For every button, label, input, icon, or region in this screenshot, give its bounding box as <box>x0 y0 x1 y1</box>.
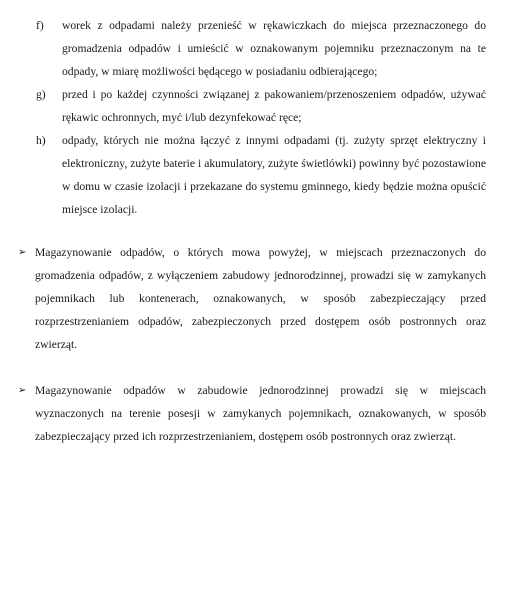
list-item-text: przed i po każdej czynności związanej z pakowaniem/przenoszeniem odpadów, używać rękawic ochronnych, myć i/lub dezynfekować ręce; <box>62 88 486 124</box>
arrow-bullet-icon: ➢ <box>18 247 27 258</box>
bullet-paragraph-collective-storage <box>18 241 486 356</box>
arrow-bullet-icon: ➢ <box>18 385 27 396</box>
list-item-f <box>36 14 486 83</box>
list-item-g <box>36 83 486 129</box>
bullet-paragraph-single-family <box>18 379 486 448</box>
list-marker: h) <box>36 134 46 147</box>
bullet-paragraph-text: Magazynowanie odpadów w zabudowie jednorodzinnej prowadzi się w miejscach wyznaczonych na terenie posesji w zamykanych pojemnikach, oznakowanych, w sposób zabezpieczający przed ich rozprzestrzenianiem, dostępem osób postronnych oraz zwierząt. <box>35 384 486 443</box>
list-marker: f) <box>36 19 44 32</box>
bullet-paragraph-text: Magazynowanie odpadów, o których mowa powyżej, w miejscach przeznaczonych do gromadzenia odpadów, z wyłączeniem zabudowy jednorodzinnej, prowadzi się w zamykanych pojemnikach lub kontenerach, oznakowanych, w sposób zabezpieczający przed rozprzestrzenianiem odpadów, zabezpieczonych przed dostępem osób postronnych oraz zwierząt. <box>35 246 486 351</box>
list-item-h <box>36 129 486 221</box>
list-item-text: odpady, których nie można łączyć z innymi odpadami (tj. zużyty sprzęt elektryczny i elektroniczny, zużyte baterie i akumulatory, zużyte świetlówki) powinny być pozostawione w domu w czasie izolacji i przekazane do systemu gminnego, kiedy będzie można opuścić miejsce izolacji. <box>62 134 486 216</box>
list-marker: g) <box>36 88 46 101</box>
list-item-text: worek z odpadami należy przenieść w rękawiczkach do miejsca przeznaczonego do gromadzenia odpadów i umieścić w oznakowanym pojemniku przeznaczonym na te odpady, w miarę możliwości będącego w posiadaniu odbierającego; <box>62 19 486 78</box>
